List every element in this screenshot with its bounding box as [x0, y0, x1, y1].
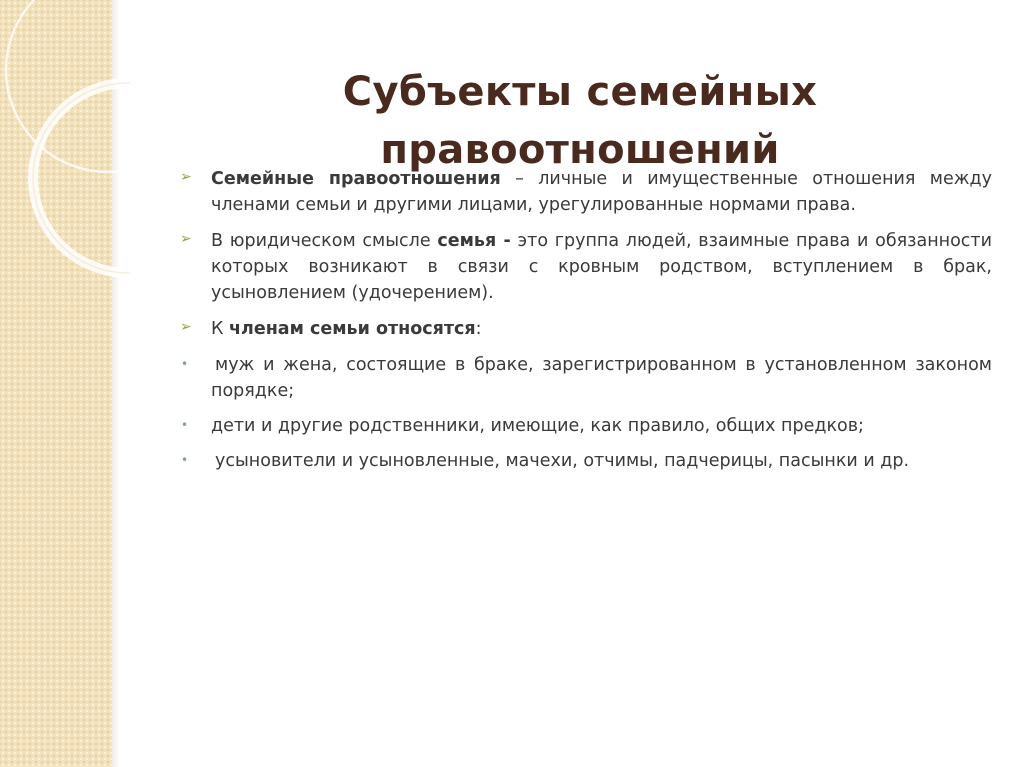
item-text-before: В юридическом смысле: [211, 231, 438, 251]
item-text: – личные и имущественные отношения между членами семьи и другими лицами, урегулированные нормами права.: [211, 169, 992, 215]
item-text-after: :: [475, 319, 482, 339]
list-item: [180, 413, 992, 439]
list-item: [180, 352, 992, 404]
item-text-after: это группа людей, взаимные права и обязанности которых возникают в связи с кровным родством, вступлением в брак, усыновлением (удочерением).: [211, 231, 992, 303]
item-text-before: К: [211, 319, 229, 339]
term: членам семьи относятся: [229, 319, 476, 339]
item-text: усыновители и усыновленные, мачехи, отчимы, падчерицы, пасынки и др.: [215, 451, 910, 471]
list-item: [180, 228, 992, 306]
dot-icon: •: [181, 418, 189, 432]
list-item: [180, 448, 992, 474]
list-item: [180, 316, 992, 342]
arrow-icon: ➢: [180, 231, 192, 247]
term: Семейные правоотношения: [211, 169, 501, 189]
slide-title: Субъекты семейных правоотношений: [342, 68, 818, 173]
dot-icon: •: [181, 357, 189, 371]
arrow-icon: ➢: [180, 169, 192, 185]
arrow-icon: ➢: [180, 319, 192, 335]
decorative-rings-icon: [0, 0, 130, 767]
term: семья -: [437, 231, 511, 251]
item-text: дети и другие родственники, имеющие, как правило, общих предков;: [211, 416, 864, 436]
item-text: муж и жена, состоящие в браке, зарегистрированном в установленном законом порядке;: [211, 355, 992, 401]
list-item: [180, 166, 992, 218]
content-list: [180, 166, 992, 483]
dot-icon: •: [181, 453, 189, 467]
